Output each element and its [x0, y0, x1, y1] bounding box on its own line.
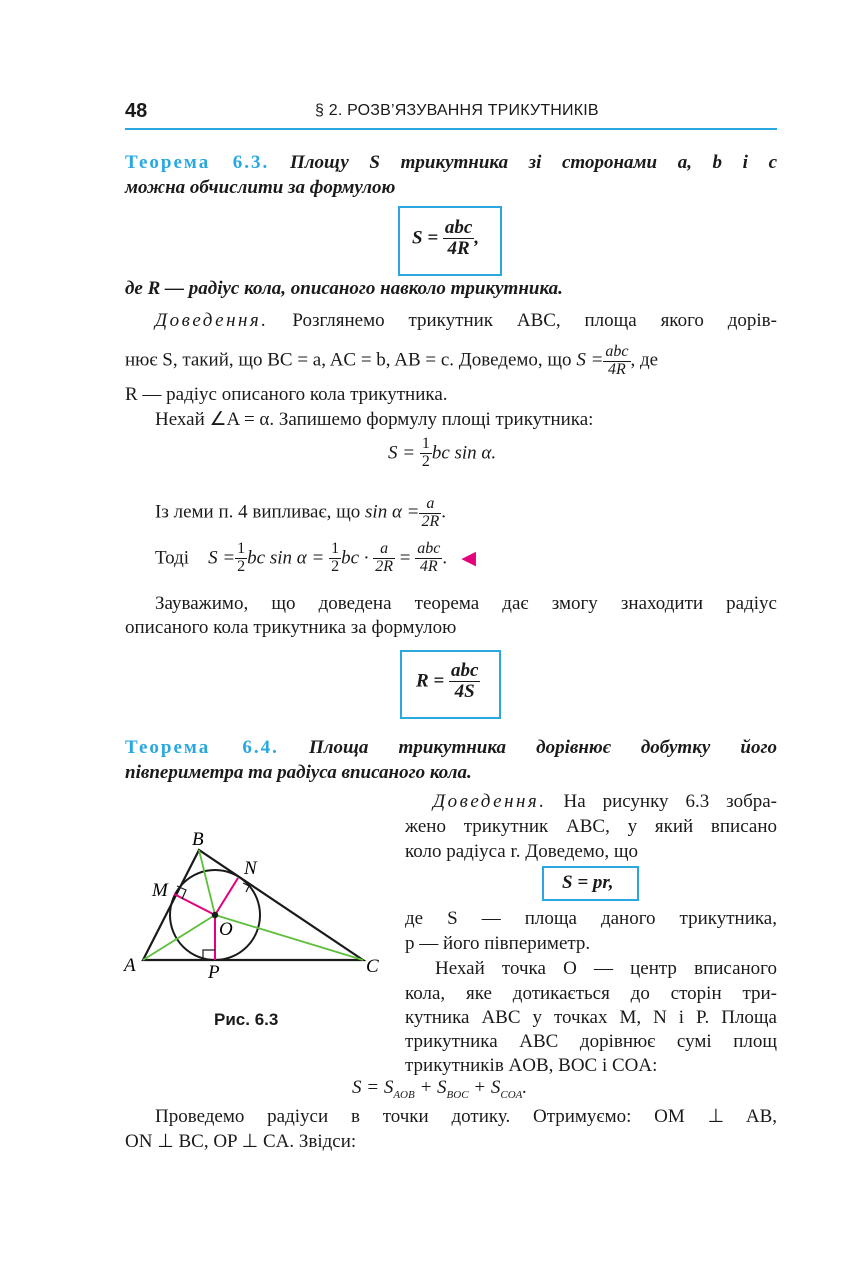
label-b: B [192, 829, 204, 850]
pr-formula-box [542, 866, 639, 901]
label-a: A [124, 955, 136, 976]
theorem-6-4-line2: півпериметра та радіуса вписаного кола. [125, 762, 472, 783]
proof1-line3: R — радіус описаного кола трикутника. [125, 384, 448, 405]
frac-4: $\frac{\text{abc}}{4R}$ [417, 540, 441, 575]
final-line1: Проведемо радіуси в точки дотику. Отримуємо: OM ⊥ AB, [155, 1106, 777, 1127]
frac-2: $\frac{1}{2}$ [331, 540, 340, 575]
radius-on [215, 878, 238, 915]
end-of-proof-icon: ◀ [461, 547, 476, 569]
proof1-line2: нює S, такий, що BC = a, AC = b, AB = c. Доведемо, що S = $\frac{\text{abc}}{4R}$ , де [125, 343, 659, 378]
denominator: 4R [447, 237, 470, 259]
proof2-line4: де S — площа даного трикутника, [405, 908, 777, 929]
proof2-line1: Доведення. На рисунку 6.3 зобра- [433, 791, 777, 812]
numerator: abc [444, 217, 473, 238]
header-rule [125, 128, 777, 130]
theorem-6-4-line1: Теорема 6.4. Площа трикутника дорівнює добутку його [125, 737, 778, 758]
note-line2: описаного кола трикутника за формулою [125, 617, 457, 638]
proof2-line8: кутника ABC у точках M, N і P. Площа [405, 1007, 777, 1028]
page-number: 48 [125, 100, 148, 122]
area-sum-formula: $S = S_{AOB} + S_{BOC} + S_{COA}$. [352, 1077, 528, 1101]
proof1-line1: Доведення. Розглянемо трикутник ABC, площа якого дорів- [155, 310, 777, 331]
radius-fraction: $\frac{\text{abc}}{4S}$ [451, 660, 479, 702]
half-fraction: $\frac{1}{2}$ [421, 435, 430, 470]
figure-6-3 [120, 820, 390, 990]
final-line2: ON ⊥ BC, OP ⊥ CA. Звідси: [125, 1131, 357, 1152]
proof1-line5: Із леми п. 4 випливає, що sin α = $\frac{a}{2R}$ . [155, 495, 447, 530]
proof2-line9: трикутника ABC дорівнює сумі площ [405, 1031, 777, 1052]
theorem-label: Теорема 6.4. [125, 737, 279, 758]
center-point [212, 912, 218, 918]
proof2-line2: жено трикутник ABC, у який вписано [405, 816, 777, 837]
theorem-6-3-after: де R — радіус кола, описаного навколо трикутника. [125, 278, 563, 299]
frac-1: $\frac{1}{2}$ [237, 540, 246, 575]
proof2-line10: трикутників AOB, BOC і COA: [405, 1055, 658, 1076]
radius-om [174, 894, 215, 915]
figure-caption: Рис. 6.3 [214, 1010, 279, 1029]
formula-fraction [443, 218, 474, 259]
frac-3: $\frac{a}{2R}$ [375, 540, 394, 575]
inline-fraction: $\frac{\text{abc}}{4R}$ [605, 343, 629, 378]
formula-box-area [398, 206, 502, 276]
theorem-6-3-line2: можна обчислити за формулою [125, 177, 396, 198]
proof2-line6: Нехай точка O — центр вписаного [435, 958, 777, 979]
theorem-label: Теорема 6.3. [125, 152, 270, 173]
proof2-line5: p — його півпериметр. [405, 933, 591, 954]
section-title: § 2. РОЗВ’ЯЗУВАННЯ ТРИКУТНИКІВ [315, 102, 599, 119]
area-formula: S = $\frac{1}{2}$ bc sin α. [388, 435, 497, 470]
note-line1: Зауважимо, що доведена теорема дає змогу знаходити радіус [155, 593, 777, 614]
label-c: C [366, 956, 379, 977]
proof-label: Доведення. [155, 310, 269, 331]
proof2-line3: коло радіуса r. Доведемо, що [405, 841, 639, 862]
proof2-line7: кола, яке дотикається до сторін три- [405, 983, 777, 1004]
label-p: P [208, 962, 220, 983]
proof-label: Доведення. [433, 791, 547, 812]
label-o: O [219, 919, 233, 940]
label-n: N [244, 858, 257, 879]
sine-fraction: $\frac{a}{2R}$ [421, 495, 440, 530]
radius-formula-box: R = $\frac{\text{abc}}{4S}$ [400, 650, 501, 719]
formula-lhs: S = [412, 227, 439, 249]
derivation-line: Тоді S = $\frac{1}{2}$ bc sin α = $\frac{1}{2}$ bc · $\frac{a}{2R}$ = $\frac{\text{abc}}{4R}$ . ◀ [155, 540, 476, 575]
proof1-line4: Нехай ∠A = α. Запишемо формулу площі трикутника: [155, 409, 594, 430]
theorem-6-3-line1: Теорема 6.3. Площу S трикутника зі сторонами a, b і c [125, 152, 777, 173]
label-m: M [152, 880, 168, 901]
pr-formula: S = pr, [562, 872, 614, 893]
formula-tail: , [474, 227, 480, 249]
